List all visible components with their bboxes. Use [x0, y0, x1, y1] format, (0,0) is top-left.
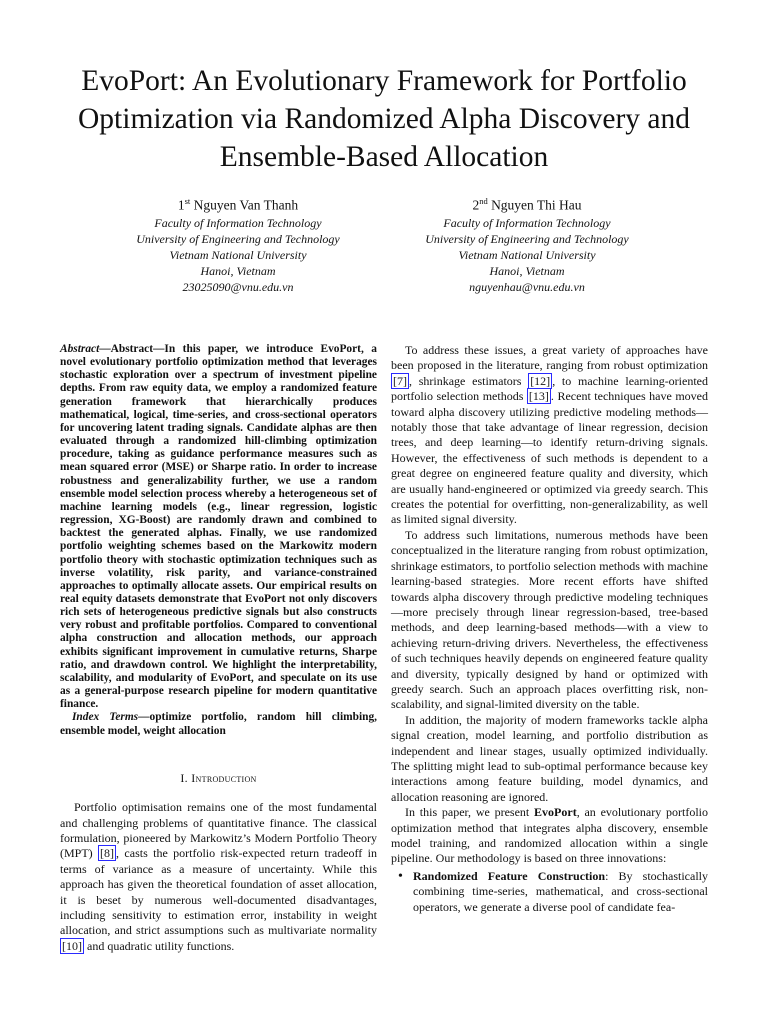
section-heading-introduction: I. Introduction: [180, 770, 257, 785]
title-line-2: Optimization via Randomized Alpha Discovery and: [78, 103, 690, 135]
author-2-email: nguyenhau@vnu.edu.vn: [469, 279, 585, 294]
left-column: [60, 343, 377, 954]
index-terms: Index Terms—optimize portfolio, random hill climbing, ensemble model, weight allocation: [60, 711, 377, 737]
right-column: [391, 343, 708, 915]
author-block-2: [377, 193, 677, 295]
author-2-location: Hanoi, Vietnam: [489, 263, 565, 278]
author-2-university: University of Engineering and Technology: [425, 231, 629, 246]
author-name-2: 2nd Nguyen Thi Hau: [472, 196, 582, 213]
author-name-1: 1st Nguyen Van Thanh: [177, 196, 299, 213]
intro-paragraph-4: In addition, the majority of modern frameworks tackle alpha signal creation, model learning, and portfolio distribution as independent and linear stages, usually optimized individually. The splitting might lead to sub-optimal performance because key interactions among feature building, model dynamics, and allocation reasoning are ignored.: [391, 712, 708, 804]
author-1-location: Hanoi, Vietnam: [200, 263, 276, 278]
author-2-institution: Vietnam National University: [458, 247, 596, 262]
paper-title: [40, 62, 728, 176]
intro-paragraph-2: To address these issues, a great variety of approaches have been proposed in the literature, ranging from robust optimization [7] , shrinkage estimators [12] , to machine learning-oriented portfolio selection methods [13] . Recent techniques have moved toward alpha discovery utilizing predictive modeling methods—notably those that take advantage of linear regression, decision trees, and deep learning—to identify return-driving signals. However, the effectiveness of such methods is dependent to a great degree on engineered feature quality and diversity, which are usually hand-engineered or optimized via greedy search. This creates the potential for overfitting, non-generalizability, as well as limited signal diversity.: [391, 343, 709, 527]
citation-link[interactable]: [12]: [530, 373, 551, 388]
author-1-email: 23025090@vnu.edu.vn: [182, 279, 294, 294]
intro-paragraph-1: Portfolio optimisation remains one of the most fundamental and challenging problems of quantitative finance. The classical formulation, pioneered by Markowitz’s Modern Portfolio Theory (MPT) [8] , casts the portfolio risk-expected return tradeoff in terms of variance as a measure of uncertainty. While this approach has given the theoretical foundation of asset allocation, it is beset by numerous well-documented disadvantages, including sensitivity to estimation error, instability in weight allocation, and strict assumptions such as multivariate normality [10] and quadratic utility functions.: [60, 800, 378, 953]
citation-link[interactable]: [10]: [62, 938, 82, 953]
author-2-faculty: Faculty of Information Technology: [443, 215, 611, 230]
citation-link[interactable]: [7]: [393, 373, 407, 388]
author-1-institution: Vietnam National University: [169, 247, 307, 262]
author-1-faculty: Faculty of Information Technology: [154, 215, 322, 230]
intro-paragraph-5: In this paper, we present EvoPort, an evolutionary portfolio optimization method that integrates alpha discovery, ensemble model training, and randomized allocation within a single pipeline. Our methodology is based on three innovations:: [391, 805, 708, 866]
author-block-1: [88, 193, 388, 295]
citation-link[interactable]: [8]: [100, 846, 115, 861]
title-line-3: Ensemble-Based Allocation: [219, 141, 549, 173]
abstract: Abstract—Abstract—In this paper, we introduce EvoPort, a novel evolutionary portfolio optimization method that leverages stochastic exploration over a spectrum of investment pipeline depths. From raw equity data, we employ a randomized feature generation framework that hierarchically produces mathematical, logical, time-series, and cross-sectional operators for uncovering latent trading signals. Candidate alphas are then evaluated through a randomized hill-climbing optimization procedure, taking as guidance performance measures such as mean squared error (MSE) or Sharpe ratio. In order to increase robustness and generalizability further, we use a random ensemble model selection process whereby a heterogeneous set of machine learning models (e.g., linear regression, logistic regression, XG-Boost) are randomly drawn and combined to backtest the generated alphas. Finally, we use randomized portfolio weighting schemes based on the Markowitz modern portfolio theory with stochastic optimization techniques such as inverse volatility, risk parity, and variance-constrained approaches to optimally allocate assets. Our empirical results on real equity datasets demonstrate that EvoPort not only discovers rich sets of heterogeneous predictive signals but also constructs very robust and profitable portfolios. Compared to conventional alpha construction and allocation methods, our approach exhibits significant improvement in cumulative returns, Sharpe ratio, and drawdown control. We highlight the interpretability, scalability, and modularity of EvoPort, and speculate on its use as a general-purpose research pipeline for modern quantitative finance.: [60, 343, 377, 711]
innovations-list: [391, 869, 708, 915]
title-line-1: EvoPort: An Evolutionary Framework for Portfolio: [81, 65, 687, 97]
author-1-university: University of Engineering and Technology: [136, 231, 340, 246]
intro-paragraph-3: To address such limitations, numerous methods have been conceptualized in the literature ranging from robust optimization, shrinkage estimators, to portfolio selection methods with machine learning-based strategies. More recent efforts have shifted towards alpha discovery through predictive modeling techniques—more precisely through linear regression-based, tree-based methods, and deep learning-based methods—with a view to achieving return-driving drivers. Nevertheless, the effectiveness of such techniques heavily depends on engineered feature quality and diversity, typically designed by hand or optimized with greedy search. Such an approach places overfitting risk, non-scalability, and signal-limited diversity on the table.: [391, 527, 708, 712]
citation-link[interactable]: [13]: [528, 389, 549, 404]
list-item: • Randomized Feature Construction: By stochastically combining time-series, mathematical, and cross-sectional operators, we generate a diverse pool of candidate fea-: [413, 869, 708, 915]
